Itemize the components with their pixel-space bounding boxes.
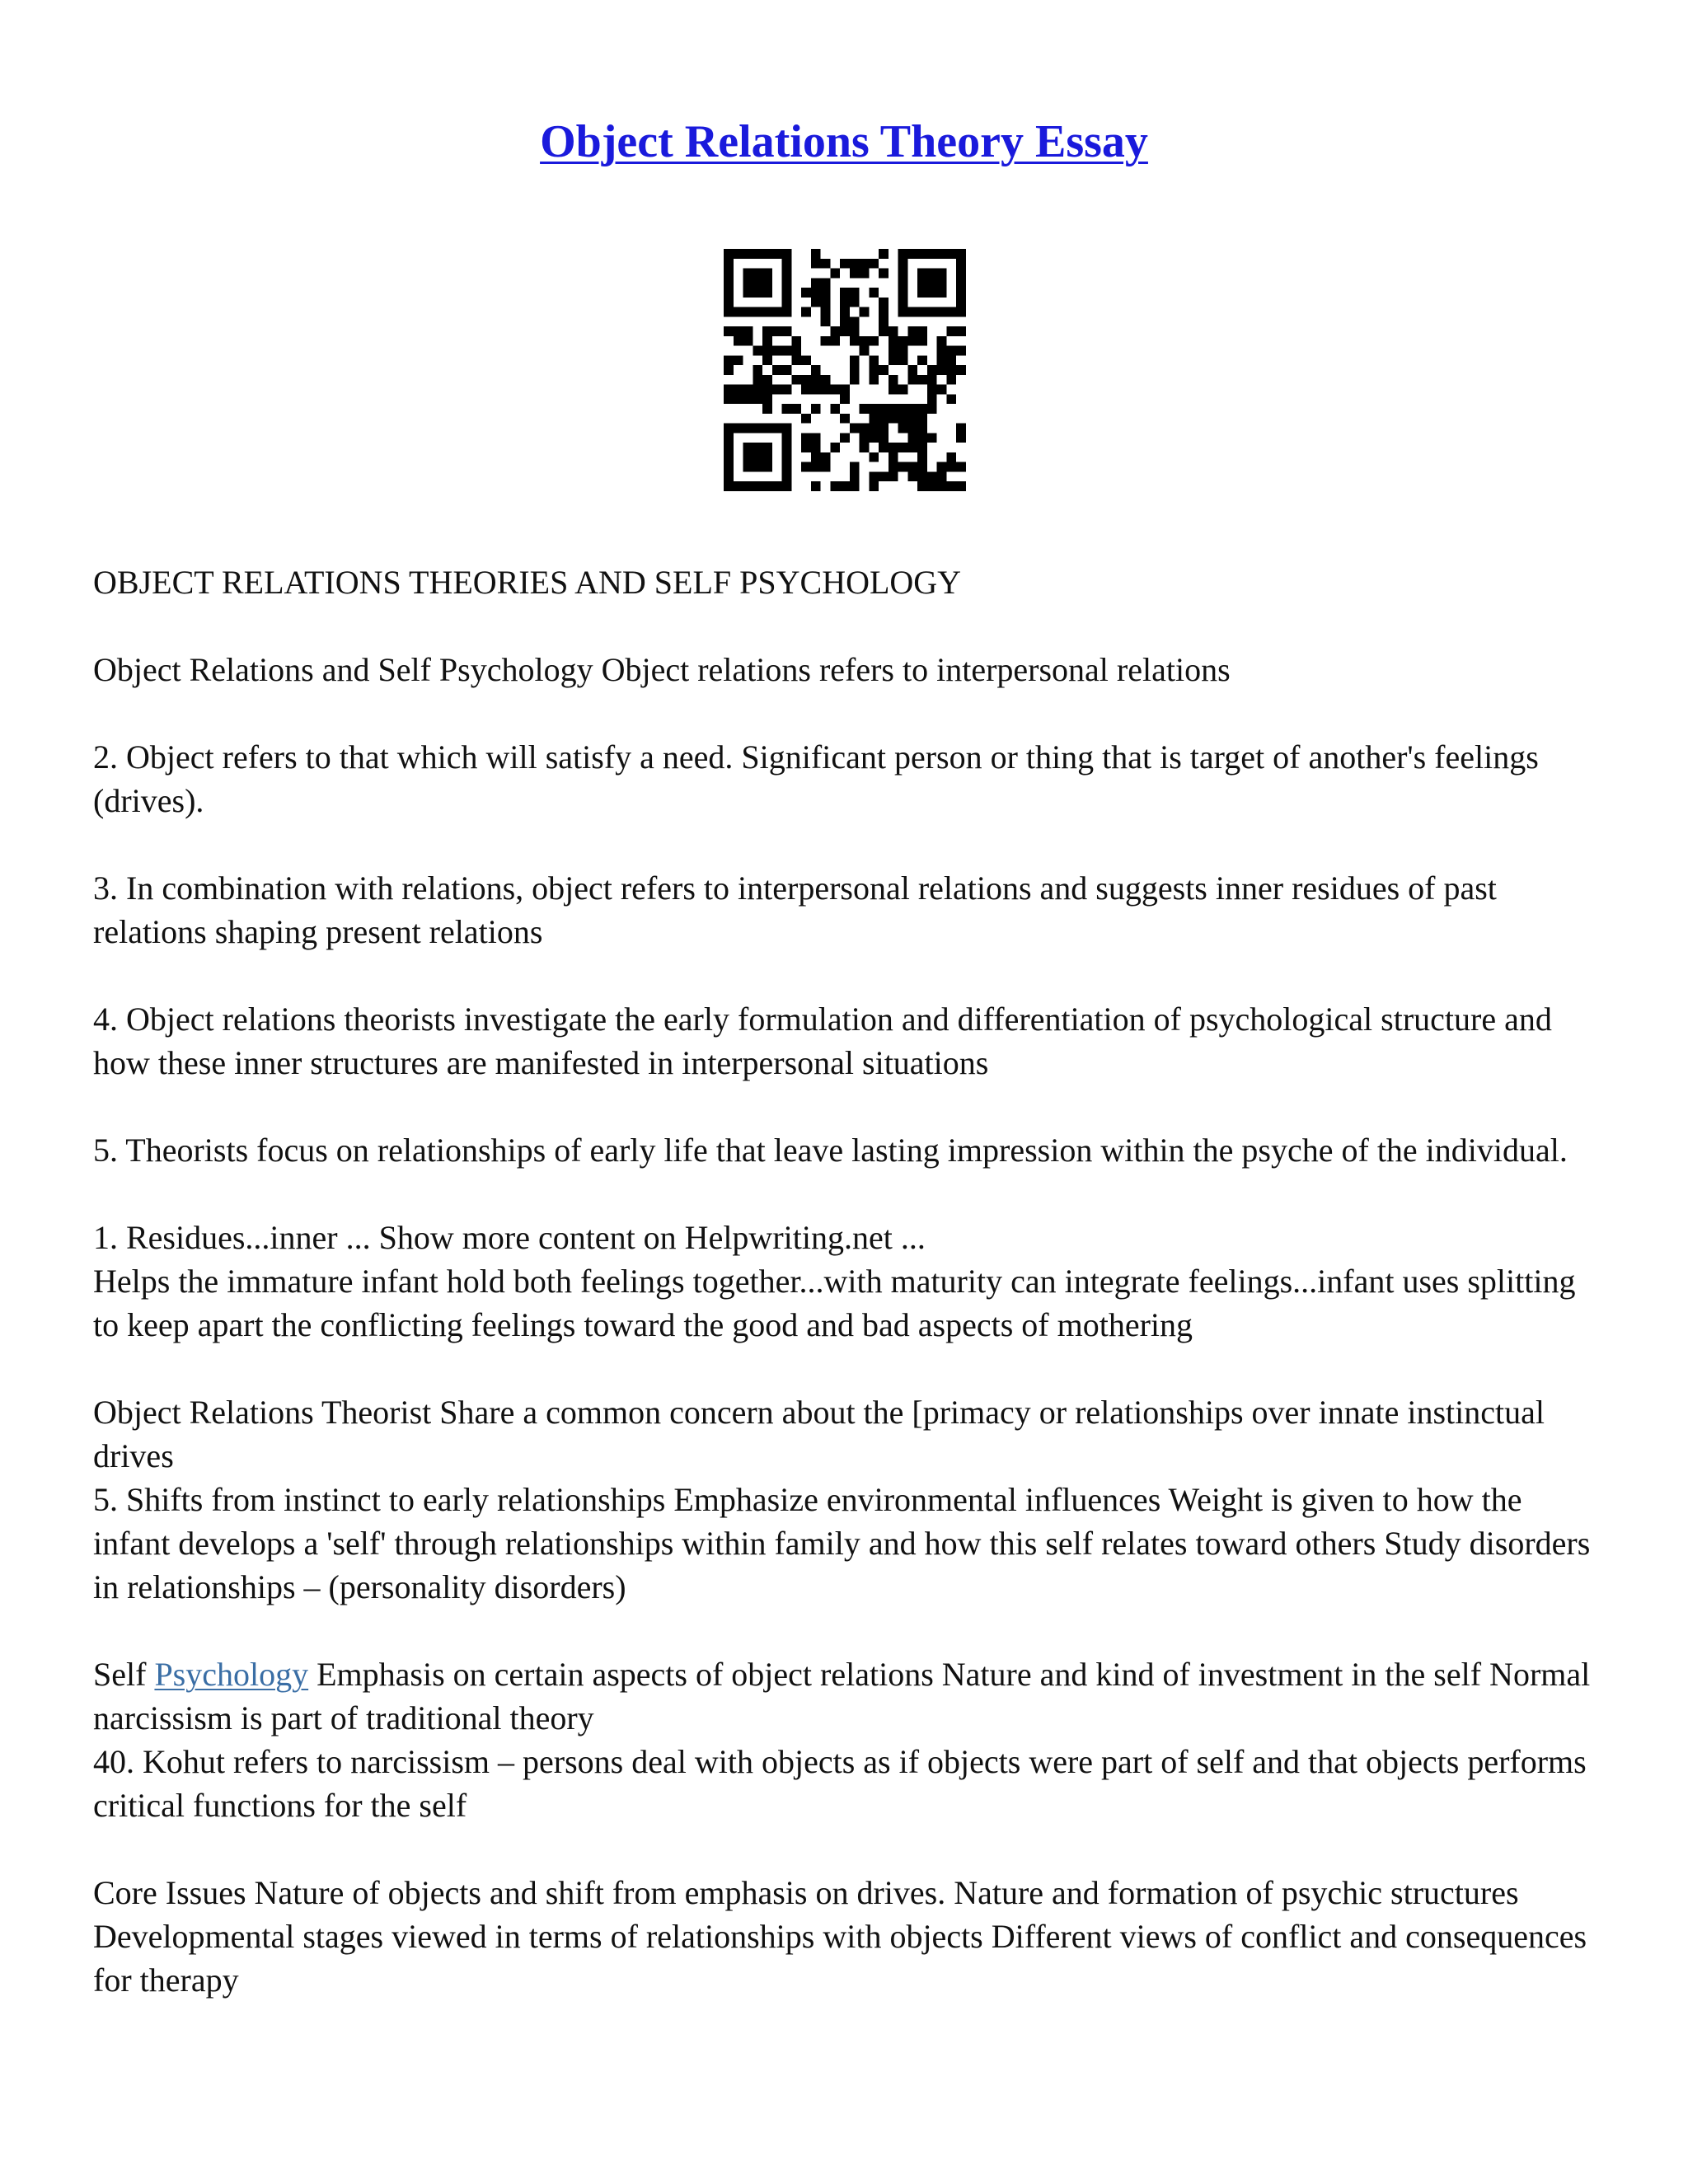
paragraph: Helps the immature infant hold both feelings together...with maturity can integrate feelings...infant uses splitting to keep apart the conflicting feelings toward the good and bad aspects of mothering <box>93 1263 1576 1343</box>
paragraph: 1. Residues...inner ... Show more content on Helpwriting.net ... <box>93 1219 926 1256</box>
document-title-link[interactable]: Object Relations Theory Essay <box>540 116 1148 167</box>
paragraph: 5. Theorists focus on relationships of early life that leave lasting impression within the psyche of the individual. <box>93 1132 1568 1169</box>
title-wrap <box>0 115 1688 168</box>
section-heading: OBJECT RELATIONS THEORIES AND SELF PSYCHOLOGY <box>93 564 962 601</box>
paragraph: Object Relations Theorist Share a common concern about the [primacy or relationships over innate instinctual drives <box>93 1394 1545 1474</box>
paragraph: 2. Object refers to that which will satisfy a need. Significant person or thing that is target of another's feelings (drives). <box>93 738 1539 819</box>
paragraph: 4. Object relations theorists investigate the early formulation and differentiation of psychological structure and how these inner structures are manifested in interpersonal situations <box>93 1001 1552 1081</box>
qr-code-icon <box>724 249 966 491</box>
paragraph-rest: Emphasis on certain aspects of object relations Nature and kind of investment in the self Normal narcissism is part of traditional theory <box>93 1656 1591 1736</box>
paragraph: 40. Kohut refers to narcissism – persons deal with objects as if objects were part of self and that objects performs critical functions for the self <box>93 1743 1587 1824</box>
document-body <box>93 560 1601 2046</box>
paragraph-self-psychology <box>93 1652 1601 1740</box>
paragraph-prefix: Self <box>93 1656 155 1693</box>
paragraph: Core Issues Nature of objects and shift from emphasis on drives. Nature and formation of psychic structures Developmental stages viewed in terms of relationships with objects Different views of conflict and consequences for therapy <box>93 1874 1587 1999</box>
paragraph: Object Relations and Self Psychology Object relations refers to interpersonal relations <box>93 651 1231 688</box>
psychology-link[interactable]: Psychology <box>154 1656 309 1693</box>
paragraph: 3. In combination with relations, object refers to interpersonal relations and suggests inner residues of past relations shaping present relations <box>93 869 1497 950</box>
paragraph: 5. Shifts from instinct to early relationships Emphasize environmental influences Weight is given to how the infant develops a 'self' through relationships within family and how this self relates toward others Study disorders in relationships – (personality disorders) <box>93 1481 1591 1605</box>
